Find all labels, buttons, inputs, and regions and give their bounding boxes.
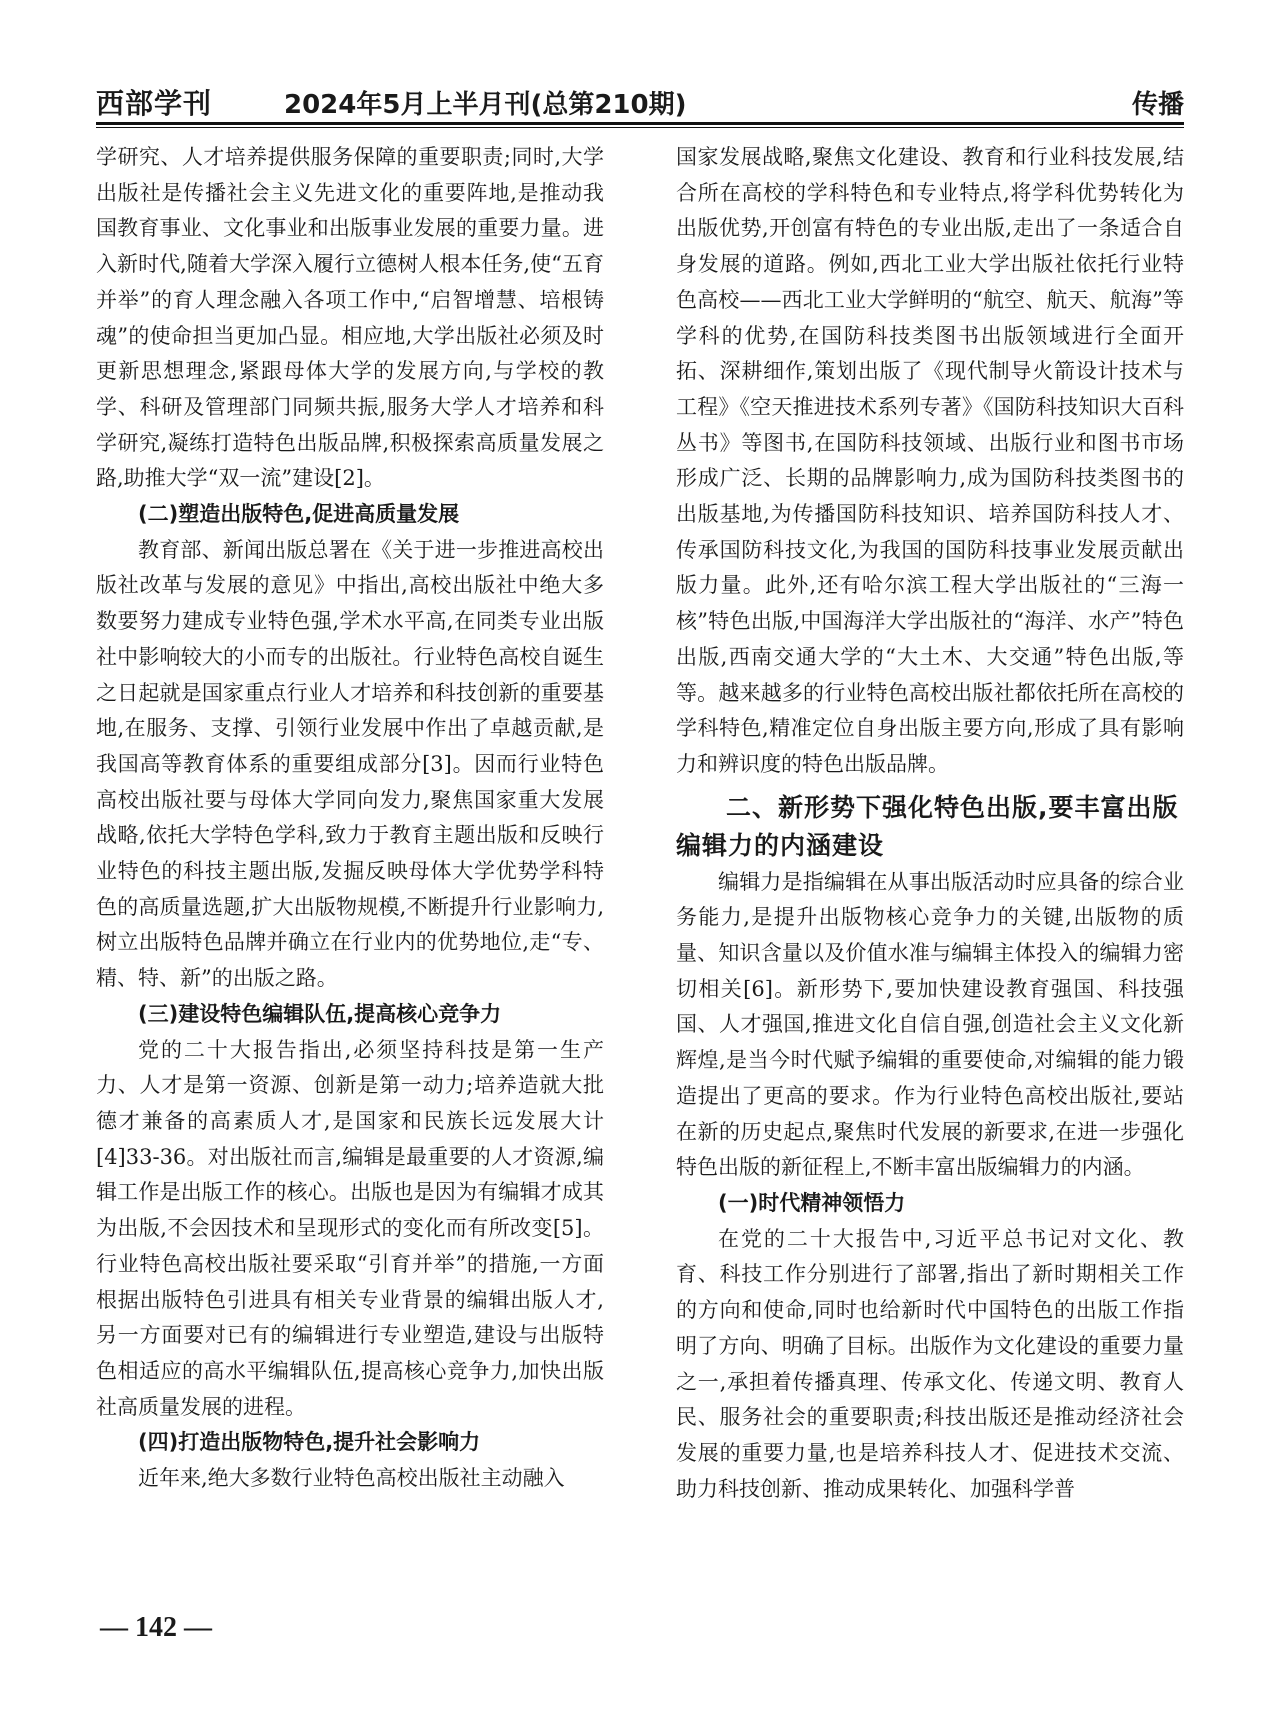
- paragraph: 学研究、人才培养提供服务保障的重要职责;同时,大学出版社是传播社会主义先进文化的重要阵地,是推动我国教育事业、文化事业和出版事业发展的重要力量。进入新时代,随着大学深入履行立德树人根本任务,使“五育并举”的育人理念融入各项工作中,“启智增慧、培根铸魂”的使命担当更加凸显。相应地,大学出版社必须及时更新思想理念,紧跟母体大学的发展方向,与学校的教学、科研及管理部门同频共振,服务大学人才培养和科学研究,凝练打造特色出版品牌,积极探索高质量发展之路,助推大学“双一流”建设[2]。: [96, 145, 604, 491]
- paragraph: 编辑力是指编辑在从事出版活动时应具备的综合业务能力,是提升出版物核心竞争力的关键,出版物的质量、知识含量以及价值水准与编辑主体投入的编辑力密切相关[6]。新形势下,要加快建设教育强国、科技强国、人才强国,推进文化自信自强,创造社会主义文化新辉煌,是当今时代赋予编辑的重要使命,对编辑的能力锻造提出了更高的要求。作为行业特色高校出版社,要站在新的历史起点,聚焦时代发展的新要求,在进一步强化特色出版的新征程上,不断丰富出版编辑力的内涵。: [676, 869, 1184, 1180]
- paragraph: 国家发展战略,聚焦文化建设、教育和行业科技发展,结合所在高校的学科特色和专业特点,将学科优势转化为出版优势,开创富有特色的专业出版,走出了一条适合自身发展的道路。例如,西北工业大学出版社依托行业特色高校——西北工业大学鲜明的“航空、航天、航海”等学科的优势,在国防科技类图书出版领域进行全面开拓、深耕细作,策划出版了《现代制导火箭设计技术与工程》《空天推进技术系列专著》《国防科技知识大百科丛书》等图书,在国防科技领域、出版行业和图书市场形成广泛、长期的品牌影响力,成为国防科技类图书的出版基地,为传播国防科技知识、培养国防科技人才、传承国防科技文化,为我国的国防科技事业发展贡献出版力量。此外,还有哈尔滨工程大学出版社的“三海一核”特色出版,中国海洋大学出版社的“海洋、水产”特色出版,西南交通大学的“大土木、大交通”特色出版,等等。越来越多的行业特色高校出版社都依托所在高校的学科特色,精准定位自身出版主要方向,形成了具有影响力和辨识度的特色出版品牌。: [676, 145, 1184, 776]
- section-heading: 二、新形势下强化特色出版,要丰富出版编辑力的内涵建设: [676, 792, 1179, 860]
- subsection-heading: (一)时代精神领悟力: [718, 1190, 906, 1215]
- subsection-heading: (二)塑造出版特色,促进高质量发展: [138, 502, 460, 527]
- header-rule-thick: [96, 122, 1184, 125]
- running-header: [96, 80, 1184, 120]
- right-column: [676, 140, 1184, 1610]
- section-name: 传播: [1131, 90, 1184, 120]
- page-number: — 142 —: [100, 1612, 212, 1643]
- paragraph: 党的二十大报告指出,必须坚持科技是第一生产力、人才是第一资源、创新是第一动力;培养造就大批德才兼备的高素质人才,是国家和民族长远发展大计[4]33-36。对出版社而言,编辑是最重要的人才资源,编辑工作是出版工作的核心。出版也是因为有编辑才成其为出版,不会因技术和呈现形式的变化而有所改变[5]。行业特色高校出版社要采取“引育并举”的措施,一方面根据出版特色引进具有相关专业背景的编辑出版人才,另一方面要对已有的编辑进行专业塑造,建设与出版特色相适应的高水平编辑队伍,提高核心竞争力,加快出版社高质量发展的进程。: [96, 1037, 604, 1419]
- subsection-heading: (三)建设特色编辑队伍,提高核心竞争力: [138, 1001, 502, 1026]
- paragraph: 教育部、新闻出版总署在《关于进一步推进高校出版社改革与发展的意见》中指出,高校出版社中绝大多数要努力建成专业特色强,学术水平高,在同类专业出版社中影响较大的小而专的出版社。行业特色高校自诞生之日起就是国家重点行业人才培养和科技创新的重要基地,在服务、支撑、引领行业发展中作出了卓越贡献,是我国高等教育体系的重要组成部分[3]。因而行业特色高校出版社要与母体大学同向发力,聚焦国家重大发展战略,依托大学特色学科,致力于教育主题出版和反映行业特色的科技主题出版,发掘反映母体大学优势学科特色的高质量选题,扩大出版物规模,不断提升行业影响力,树立出版特色品牌并确立在行业内的优势地位,走“专、精、特、新”的出版之路。: [96, 537, 604, 991]
- header-rule-thin: [96, 127, 1184, 128]
- paragraph: 在党的二十大报告中,习近平总书记对文化、教育、科技工作分别进行了部署,指出了新时期相关工作的方向和使命,同时也给新时代中国特色的出版工作指明了方向、明确了目标。出版作为文化建设的重要力量之一,承担着传播真理、传承文化、传递文明、教育人民、服务社会的重要职责;科技出版还是推动经济社会发展的重要力量,也是培养科技人才、促进技术交流、助力科技创新、推动成果转化、加强科学普: [676, 1226, 1184, 1501]
- left-column: [96, 140, 604, 1610]
- issue-info: 2024年5月上半月刊(总第210期): [284, 90, 687, 120]
- journal-logo: 西部学刊: [96, 87, 213, 120]
- subsection-heading: (四)打造出版物特色,提升社会影响力: [138, 1430, 481, 1455]
- paragraph: 近年来,绝大多数行业特色高校出版社主动融入: [138, 1466, 565, 1491]
